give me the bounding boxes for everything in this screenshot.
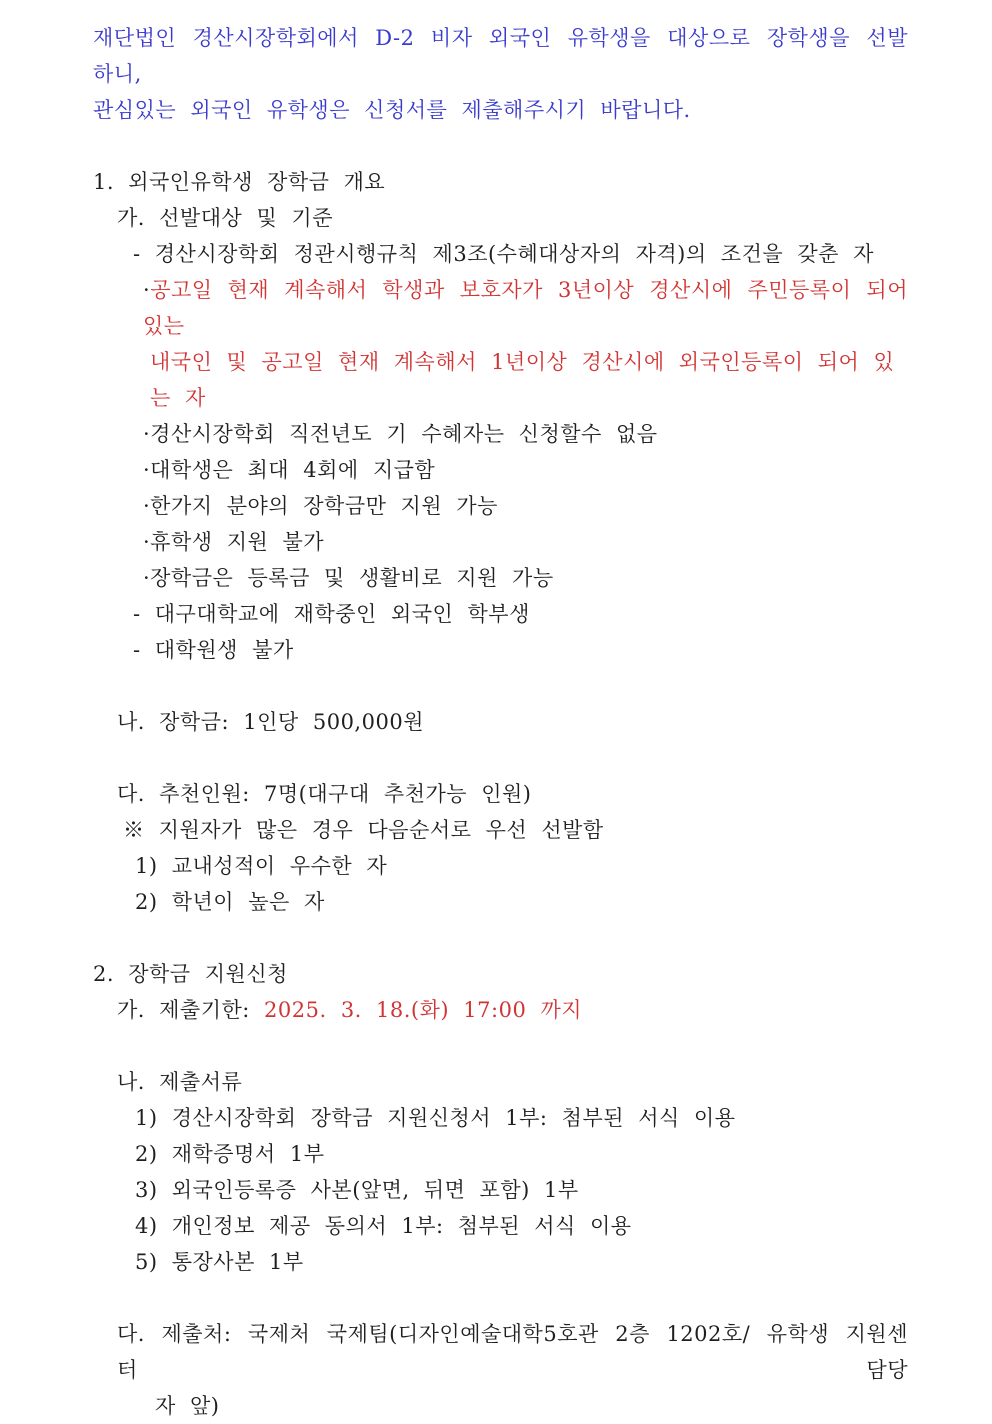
text-line: [93, 740, 908, 776]
dash-item: [93, 596, 908, 632]
text-run: 가. 선발대상 및 기준: [117, 206, 333, 230]
red-text-run: 2025. 3. 18.(화) 17:00 까지: [264, 998, 583, 1022]
text-line: [93, 668, 908, 704]
numbered-item: [93, 1136, 908, 1172]
document-body: [93, 20, 908, 1424]
section-1-heading: [93, 164, 908, 200]
blue-text-run: 관심있는 외국인 유학생은 신청서를 제출해주시기 바랍니다.: [93, 98, 691, 122]
item-da-submit-to-2: [93, 1388, 908, 1424]
text-run: 다. 추천인원: 7명(대구대 추천가능 인원): [117, 782, 532, 806]
dash-item: [93, 632, 908, 668]
text-line: [93, 1028, 908, 1064]
text-run: ·한가지 분야의 장학금만 지원 가능: [143, 494, 498, 518]
text-run: 나. 제출서류: [117, 1070, 243, 1094]
bullet-item: [93, 452, 908, 488]
numbered-item: [93, 1172, 908, 1208]
intro-line-2: [93, 92, 908, 128]
text-run: 3) 외국인등록증 사본(앞면, 뒤면 포함) 1부: [135, 1178, 579, 1202]
bullet-item-red-1: [93, 272, 908, 344]
text-line: [93, 128, 908, 164]
text-run: - 대학원생 불가: [133, 638, 294, 662]
text-run: 1) 교내성적이 우수한 자: [135, 854, 388, 878]
item-na-documents: [93, 1064, 908, 1100]
text-run: 나. 장학금: 1인당 500,000원: [117, 710, 424, 734]
item-na-amount: [93, 704, 908, 740]
bullet-item: [93, 524, 908, 560]
text-run: ·: [143, 278, 151, 302]
text-run: 4) 개인정보 제공 동의서 1부: 첨부된 서식 이용: [135, 1214, 632, 1238]
intro-line-1: [93, 20, 908, 92]
text-run: ·대학생은 최대 4회에 지급함: [143, 458, 436, 482]
text-run: 1. 외국인유학생 장학금 개요: [93, 170, 386, 194]
text-run: 1) 경산시장학회 장학금 지원신청서 1부: 첨부된 서식 이용: [135, 1106, 736, 1130]
item-da-submit-to-1: [93, 1316, 908, 1388]
red-text-run: 내국인 및 공고일 현재 계속해서 1년이상 경산시에 외국인등록이 되어 있는 자: [150, 350, 895, 410]
section-2-heading: [93, 956, 908, 992]
text-run: 2) 학년이 높은 자: [135, 890, 325, 914]
text-run: 2. 장학금 지원신청: [93, 962, 288, 986]
bullet-item: [93, 488, 908, 524]
numbered-item: [93, 1244, 908, 1280]
text-run: ·경산시장학회 직전년도 기 수혜자는 신청할수 없음: [143, 422, 658, 446]
text-run: 다. 제출처: 국제처 국제팀(디자인예술대학5호관 2층 1202호/ 유학생 지원센터 담당: [117, 1322, 908, 1382]
bullet-item: [93, 416, 908, 452]
note-priority: [93, 812, 908, 848]
text-run: - 경산시장학회 정관시행규칙 제3조(수혜대상자의 자격)의 조건을 갖춘 자: [133, 242, 874, 266]
text-run: 자 앞): [155, 1394, 220, 1418]
item-da-quota: [93, 776, 908, 812]
text-run: - 대구대학교에 재학중인 외국인 학부생: [133, 602, 530, 626]
text-line: [93, 920, 908, 956]
blue-text-run: 재단법인 경산시장학회에서 D-2 비자 외국인 유학생을 대상으로 장학생을 선발하니,: [93, 26, 908, 86]
item-ga-heading: [93, 200, 908, 236]
text-run: 2) 재학증명서 1부: [135, 1142, 325, 1166]
numbered-item: [93, 848, 908, 884]
numbered-item: [93, 884, 908, 920]
red-text-run: 공고일 현재 계속해서 학생과 보호자가 3년이상 경산시에 주민등록이 되어있는: [143, 278, 908, 338]
dash-item: [93, 236, 908, 272]
text-line: [93, 1280, 908, 1316]
text-run: ·장학금은 등록금 및 생활비로 지원 가능: [143, 566, 554, 590]
bullet-item: [93, 560, 908, 596]
numbered-item: [93, 1100, 908, 1136]
item-ga-deadline: [93, 992, 908, 1028]
text-run: 5) 통장사본 1부: [135, 1250, 304, 1274]
text-run: 가. 제출기한:: [117, 998, 265, 1022]
text-run: ※ 지원자가 많은 경우 다음순서로 우선 선발함: [123, 818, 604, 842]
text-run: ·휴학생 지원 불가: [143, 530, 325, 554]
numbered-item: [93, 1208, 908, 1244]
bullet-item-red-2: [93, 344, 908, 416]
